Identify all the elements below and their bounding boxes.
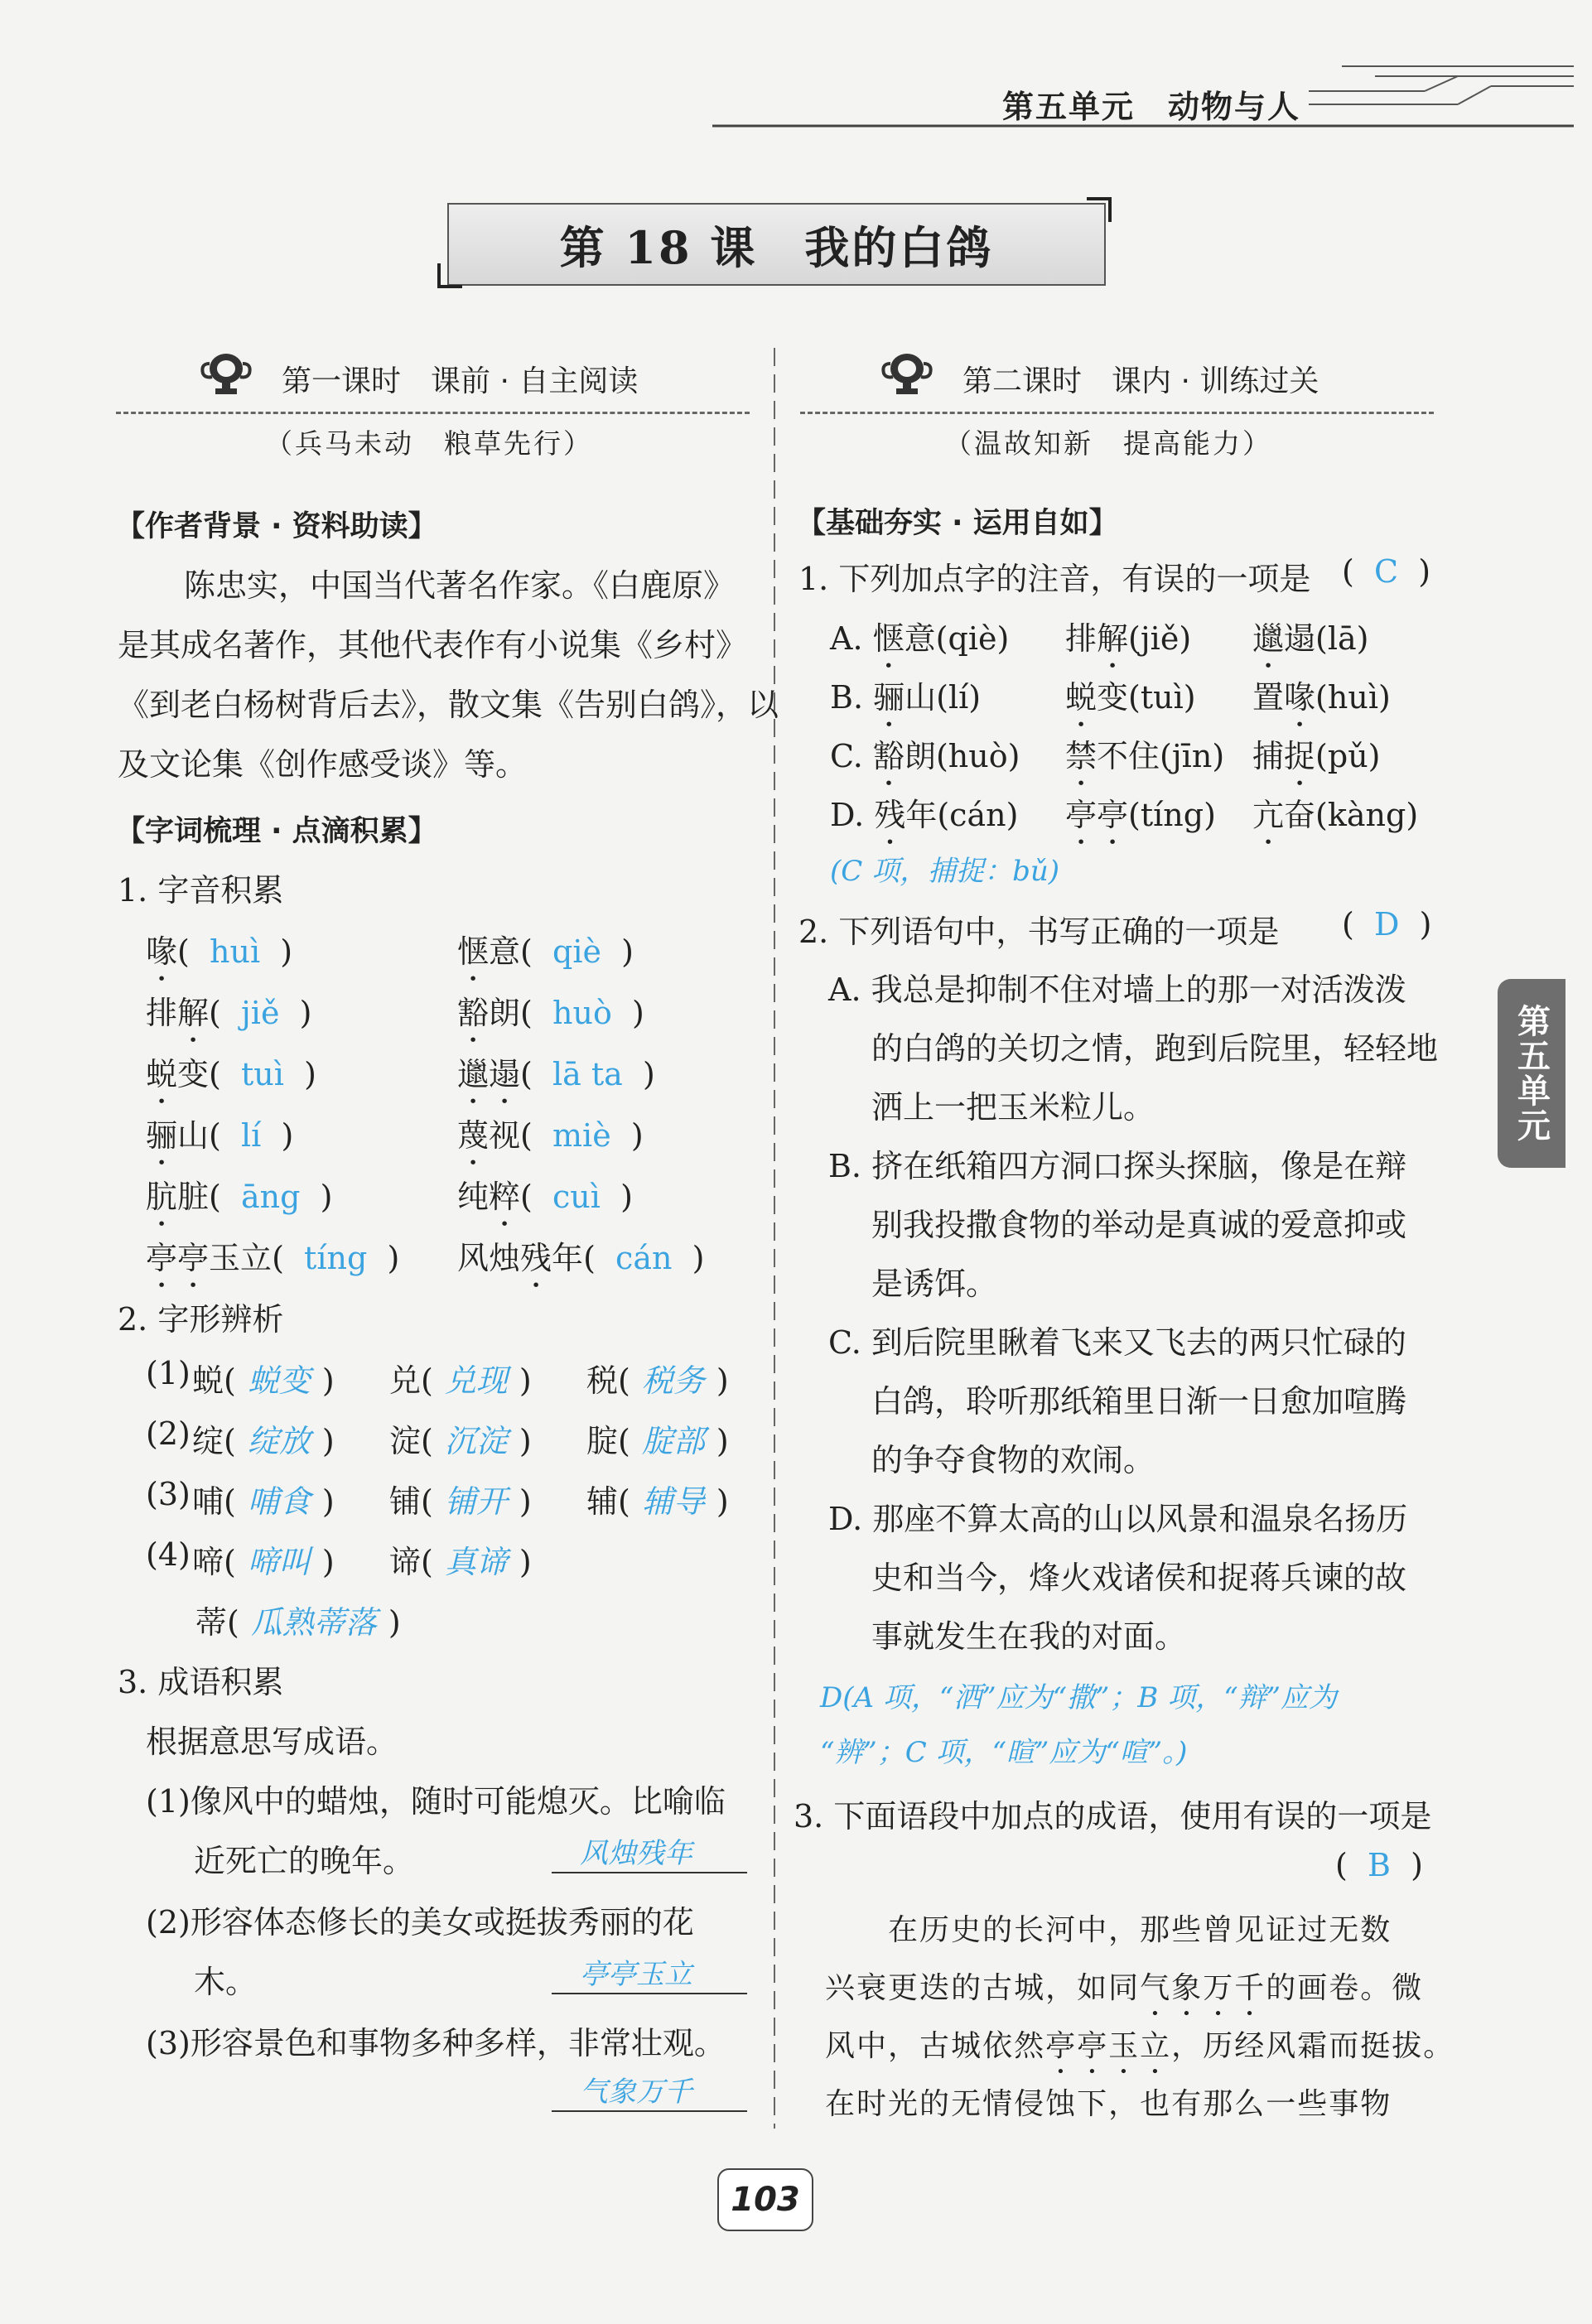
glyph-item: 蜕( 蜕变 ) [192,1362,335,1399]
motto-right: （温故知新 提高能力） [944,427,1272,460]
q3-title: 3. 成语积累 [118,1664,284,1700]
glyph-answer: 铺开 [444,1483,508,1520]
column-divider [769,348,779,2129]
pinyin-item: 风烛残年( cán ) [457,1240,705,1276]
q2-option-line: 洒上一把玉米粒儿。 [871,1089,1155,1126]
author-line: 《到老白杨树背后去》，散文集《告别白鸽》，以 [118,687,779,723]
q2-option-line: A. 我总是抑制不住对墙上的那一对活泼泼 [828,972,1406,1008]
idiom-definition: (2)形容体态修长的美女或挺拔秀丽的花 [146,1904,694,1941]
q1-title: 1. 字音积累 [118,872,284,909]
q2-option-line: 事就发生在我的对面。 [871,1618,1187,1655]
glyph-answer: 腚部 [641,1423,705,1459]
idiom-answer: 亭亭玉立 [580,1958,692,1991]
vocab-heading: 【字词梳理 · 点滴积累】 [116,815,437,848]
q2-option-line: D. 那座不算太高的山以风景和温泉名扬历 [828,1501,1408,1537]
q3-passage-line: 在历史的长河中，那些曾见证过无数 [888,1913,1392,1947]
pinyin-item: 邋遢( lā ta ) [457,1056,655,1092]
glyph-item: 铺( 铺开 ) [389,1483,532,1520]
pinyin-answer: ( lā ta ) [520,1056,655,1092]
unit-side-tab: 第五单元 [1498,979,1565,1168]
pinyin-answer: ( lí ) [209,1117,294,1154]
pinyin-answer: ( huì ) [177,933,293,970]
glyph-answer: 沉淀 [444,1423,508,1459]
q1-answer: ( C ) [1342,553,1431,590]
glyph-answer: 真谛 [444,1544,508,1580]
pinyin-item: 豁朗( huò ) [457,995,644,1031]
q2-option-line: 白鸽，聆听那纸箱里日渐一日愈加喧腾 [871,1383,1407,1420]
q2-answer: ( D ) [1342,906,1432,943]
pinyin-item: 喙( huì ) [146,933,293,970]
q1-option: 排解(jiě) [1065,620,1192,657]
glyph-row-number: (4) [146,1536,191,1573]
glyph-row-number: (2) [146,1415,191,1452]
pinyin-answer: ( jiě ) [209,995,312,1031]
page-number-box [717,2168,813,2231]
dashed-rule [800,412,1434,414]
answer-line [552,1872,747,1873]
pinyin-answer: ( huò ) [520,995,644,1031]
q2-option-line: 的白鸽的关切之情，跑到后院里，轻轻地 [871,1030,1439,1067]
corner-bracket-top-right [1087,197,1112,222]
glyph-answer: 税务 [641,1362,705,1399]
pinyin-item: 纯粹( cuì ) [457,1179,633,1215]
glyph-answer: 啼叫 [247,1544,311,1580]
q3-stem: 3. 下面语段中加点的成语，使用有误的一项是 [794,1798,1432,1835]
q2-option-line: 的争夺食物的欢闹。 [871,1442,1155,1478]
q2-answer-value: D [1373,906,1400,943]
glyph-item: 绽( 绽放 ) [192,1423,335,1459]
unit-header [1002,81,1300,127]
glyph-item: 蒂( 瓜熟蒂落 ) [195,1604,401,1641]
q1-option: 蜕变(tuì) [1065,679,1196,716]
unit-theme: 动物与人 [1168,89,1301,125]
section-title-left: 第一课时 课前 · 自主阅读 [282,364,639,398]
motto-left: （兵马未动 粮草先行） [265,427,593,460]
q3-answer-value: B [1367,1847,1391,1883]
q1-stem: 1. 下列加点字的注音，有误的一项是 [798,561,1311,597]
q1-option: 禁不住(jīn) [1065,738,1225,774]
q2-note: “辨”；C 项，“暄”应为“喧”。) [820,1736,1188,1769]
idiom-definition: (1)像风中的蜡烛，随时可能熄灭。比喻临 [146,1783,726,1820]
pinyin-item: 肮脏( āng ) [146,1179,333,1215]
q1-answer-value: C [1373,553,1399,590]
glyph-item: 谛( 真谛 ) [389,1544,532,1580]
idiom-definition: 木。 [194,1964,258,2000]
lesson-title-box [447,203,1106,286]
q1-option: 亢奋(kàng) [1252,797,1419,833]
q1-option: D. 残年(cán) [830,797,1019,833]
glyph-answer: 兑现 [444,1362,508,1399]
answer-line [552,1993,747,1994]
glyph-answer: 辅导 [641,1483,705,1520]
q3-intro: 根据意思写成语。 [146,1724,398,1760]
glyph-answer: 绽放 [247,1423,311,1459]
q1-option: 置喙(huì) [1252,679,1391,716]
q1-option: 亭亭(tíng) [1065,797,1216,833]
q2-title: 2. 字形辨析 [118,1301,284,1338]
q3-answer: ( B ) [1335,1847,1423,1883]
glyph-item: 税( 税务 ) [586,1362,729,1399]
q2-option-line: 是诱饵。 [871,1266,998,1302]
author-line: 及文论集《创作感受谈》等。 [118,746,528,783]
q1-option: 捕捉(pǔ) [1252,738,1381,774]
q1-option: A. 惬意(qiè) [830,620,1010,657]
q2-option-line: B. 挤在纸箱四方洞口探头探脑，像是在辩 [828,1148,1407,1184]
q3-passage-line: 在时光的无情侵蚀下，也有那么一些事物 [825,2087,1392,2121]
pinyin-item: 蔑视( miè ) [457,1117,644,1154]
lesson-title: 第 18 课 我的白鸽 [559,220,994,274]
author-line: 是其成名著作，其他代表作有小说集《乡村》 [118,627,748,663]
glyph-item: 哺( 哺食 ) [192,1483,335,1520]
q2-option-line: 史和当今，烽火戏诸侯和捉蒋兵谏的故 [871,1560,1407,1596]
q2-option-line: C. 到后院里瞅着飞来又飞去的两只忙碌的 [828,1324,1406,1361]
q1-option: B. 骊山(lí) [830,679,982,716]
q1-note: (C 项，捕捉：bǔ) [830,855,1060,888]
glyph-item: 淀( 沉淀 ) [389,1423,532,1459]
q3-passage-line: 兴衰更迭的古城，如同气象万千的画卷。微 [825,1971,1424,2005]
pinyin-answer: ( cán ) [583,1240,705,1276]
section-title-right: 第二课时 课内 · 训练过关 [962,364,1319,398]
q3-passage-line: 风中，古城依然亭亭玉立，历经风霜而挺拔。 [825,2029,1455,2063]
q1-option: C. 豁朗(huò) [830,738,1020,774]
q2-stem: 2. 下列语句中，书写正确的一项是 [798,914,1280,950]
author-heading: 【作者背景 · 资料助读】 [116,510,437,543]
idiom-definition: 近死亡的晚年。 [194,1843,415,1879]
pinyin-answer: ( cuì ) [520,1179,633,1215]
q1-option: 邋遢(lā) [1252,620,1369,657]
glyph-item: 辅( 辅导 ) [586,1483,729,1520]
pinyin-item: 排解( jiě ) [146,995,312,1031]
idiom-answer: 风烛残年 [580,1837,692,1870]
trophy-icon [199,352,253,397]
glyph-row-number: (3) [146,1476,191,1512]
answer-line [552,2110,747,2112]
basic-heading: 【基础夯实 · 运用自如】 [797,507,1118,540]
author-line: 陈忠实，中国当代著名作家。《白鹿原》 [184,567,736,604]
pinyin-answer: ( miè ) [520,1117,644,1154]
idiom-answer: 气象万千 [580,2076,692,2109]
pinyin-item: 亭亭玉立( tíng ) [146,1240,400,1276]
glyph-item: 腚( 腚部 ) [586,1423,729,1459]
pinyin-item: 惬意( qiè ) [457,933,634,970]
glyph-item: 啼( 啼叫 ) [192,1544,335,1580]
pinyin-answer: ( āng ) [209,1179,333,1215]
q2-note: D(A 项，“洒”应为“撒”；B 项，“辩”应为 [820,1681,1337,1714]
idiom-definition: (3)形容景色和事物多种多样，非常壮观。 [146,2025,726,2061]
pinyin-item: 骊山( lí ) [146,1117,294,1154]
pinyin-answer: ( qiè ) [520,933,634,970]
glyph-answer: 蜕变 [247,1362,311,1399]
pinyin-answer: ( tuì ) [209,1056,316,1092]
pinyin-item: 蜕变( tuì ) [146,1056,316,1092]
unit-label: 第五单元 [1002,89,1136,125]
q2-option-line: 别我投撒食物的举动是真诚的爱意抑或 [871,1207,1407,1243]
page-number: 103 [731,2181,800,2219]
corner-bracket-bottom-left [437,263,462,288]
trophy-icon [880,352,934,397]
glyph-row-number: (1) [146,1355,191,1391]
glyph-item: 兑( 兑现 ) [389,1362,532,1399]
glyph-answer: 哺食 [247,1483,311,1520]
pinyin-answer: ( tíng ) [272,1240,400,1276]
dashed-rule [116,412,750,414]
glyph-answer: 瓜熟蒂落 [250,1604,377,1641]
